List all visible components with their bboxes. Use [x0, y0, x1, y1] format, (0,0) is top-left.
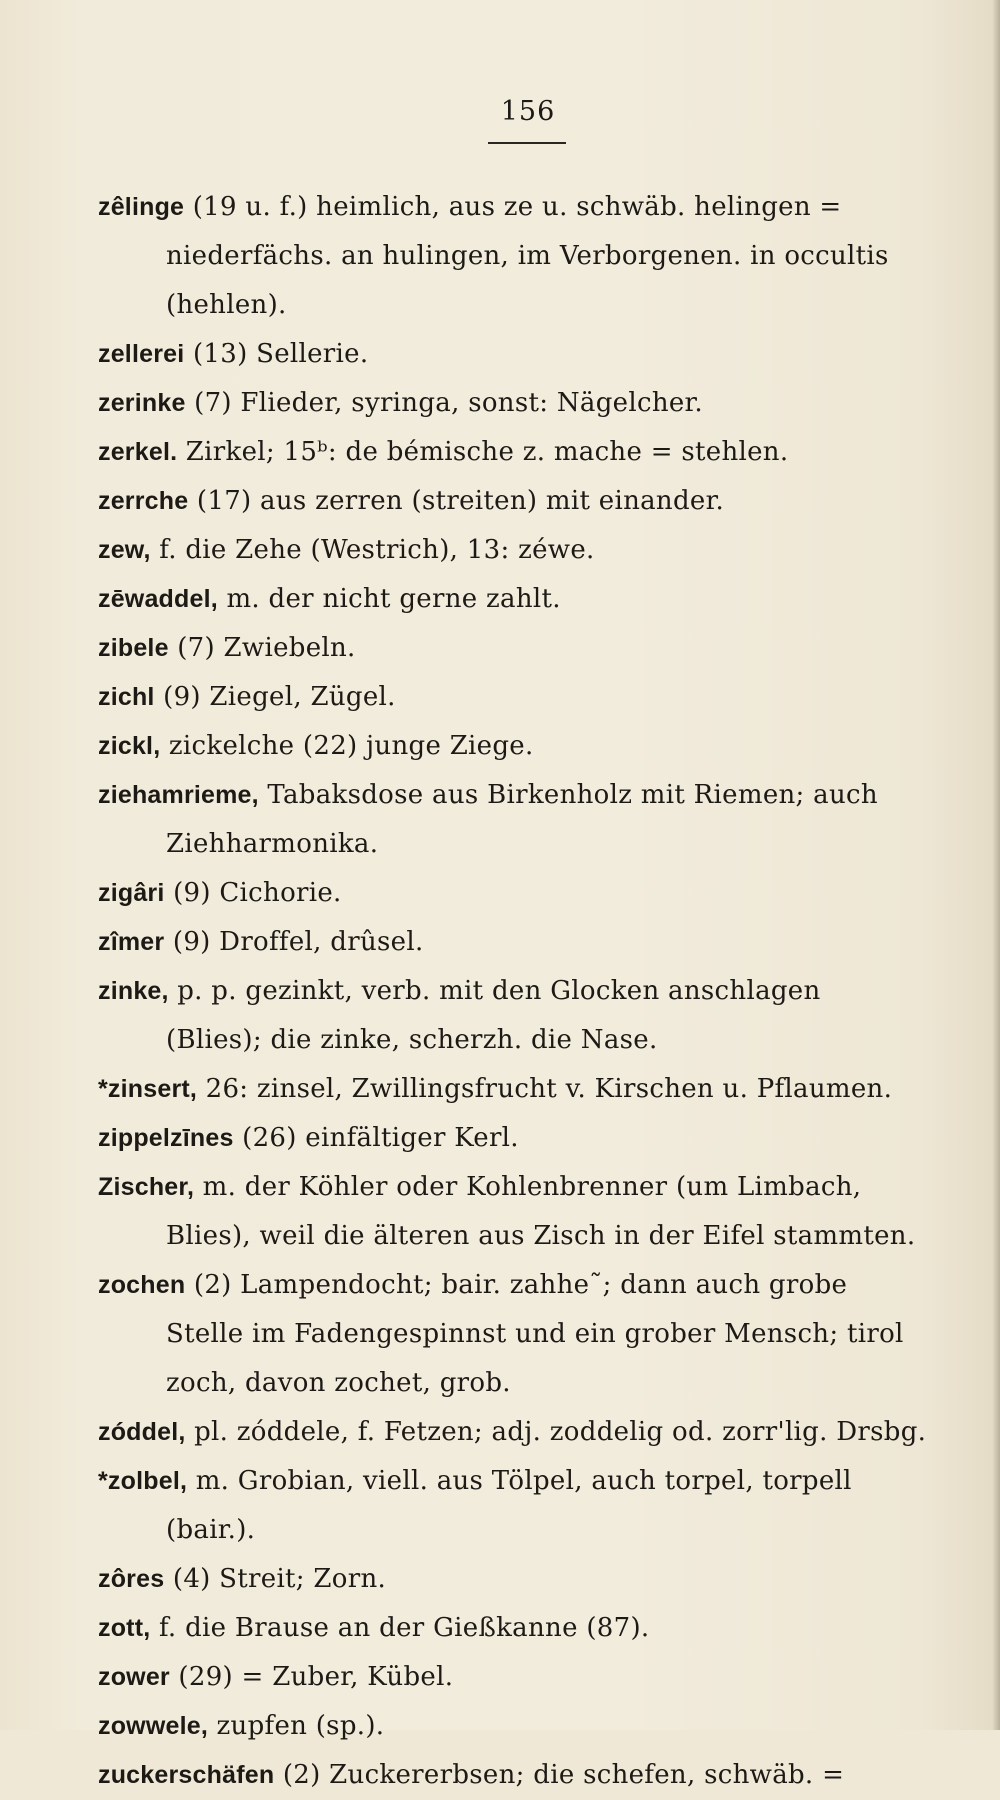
page-number-rule: [488, 142, 566, 144]
entry-continuation-line: [98, 1506, 948, 1555]
dictionary-entry: [98, 575, 948, 624]
entry-continuation-line: [98, 281, 948, 330]
entry-definition-text: zupfen (sp.).: [207, 1711, 385, 1741]
entry-headword: zibele: [98, 634, 169, 662]
entry-definition-text: (9) Cichorie.: [164, 878, 342, 908]
entry-headword: zochen: [98, 1271, 186, 1299]
dictionary-entry: [98, 183, 948, 330]
entry-definition-text: f. die Brause an der Gießkanne (87).: [150, 1613, 650, 1643]
entry-headword: Zischer,: [98, 1173, 195, 1201]
entry-first-line: [98, 526, 948, 575]
entry-definition-text: Stelle im Fadengespinnst und ein grober Mensch; tirol: [166, 1319, 904, 1349]
dictionary-entry: [98, 1604, 948, 1653]
entry-continuation-line: [98, 232, 948, 281]
entry-continuation-line: [98, 820, 948, 869]
entry-headword: zerinke: [98, 389, 186, 417]
entry-headword: zóddel,: [98, 1418, 186, 1446]
entry-headword: zowwele,: [98, 1712, 208, 1740]
dictionary-entry: [98, 918, 948, 967]
entry-headword: zichl: [98, 683, 155, 711]
dictionary-entries: [98, 183, 948, 1800]
entry-first-line: [98, 1261, 948, 1310]
entry-first-line: [98, 477, 948, 526]
entry-headword: zēwaddel,: [98, 585, 218, 613]
entry-first-line: [98, 624, 948, 673]
dictionary-entry: [98, 869, 948, 918]
entry-first-line: [98, 1065, 948, 1114]
entry-first-line: [98, 1555, 948, 1604]
entry-first-line: [98, 771, 948, 820]
entry-first-line: [98, 1408, 948, 1457]
entry-continuation-line: [98, 1212, 948, 1261]
entry-headword: zinke,: [98, 977, 169, 1005]
dictionary-entry: [98, 1163, 948, 1261]
dictionary-entry: [98, 673, 948, 722]
entry-definition-text: (Blies); die zinke, scherzh. die Nase.: [166, 1025, 658, 1055]
entry-headword: zew,: [98, 536, 151, 564]
entry-headword: *zinsert,: [98, 1075, 198, 1103]
entry-first-line: [98, 379, 948, 428]
dictionary-entry: [98, 1457, 948, 1555]
entry-headword: zickl,: [98, 732, 161, 760]
entry-first-line: [98, 1653, 948, 1702]
entry-definition-text: (19 u. f.) heimlich, aus ze u. schwäb. helingen =: [184, 192, 842, 222]
entry-definition-text: Tabaksdose aus Birkenholz mit Riemen; auch: [258, 780, 878, 810]
entry-first-line: [98, 575, 948, 624]
entry-headword: ziehamrieme,: [98, 781, 259, 809]
dictionary-entry: [98, 1261, 948, 1408]
dictionary-entry: [98, 379, 948, 428]
entry-definition-text: (7) Flieder, syringa, sonst: Nägelcher.: [185, 388, 703, 418]
dictionary-entry: [98, 1408, 948, 1457]
entry-definition-text: zickelche (22) junge Ziege.: [160, 731, 534, 761]
entry-definition-text: zoch, davon zochet, grob.: [166, 1368, 511, 1398]
entry-definition-text: Ziehharmonika.: [166, 829, 379, 859]
page-edge-shadow: [992, 0, 1000, 1730]
entry-first-line: [98, 673, 948, 722]
entry-definition-text: 26: zinsel, Zwillingsfrucht v. Kirschen u. Pflaumen.: [197, 1074, 893, 1104]
dictionary-entry: [98, 1555, 948, 1604]
entry-continuation-line: [98, 1359, 948, 1408]
entry-first-line: [98, 722, 948, 771]
entry-definition-text: (2) Lampendocht; bair. zahhe˜; dann auch grobe: [185, 1270, 848, 1300]
entry-definition-text: (13) Sellerie.: [184, 339, 369, 369]
dictionary-entry: [98, 330, 948, 379]
entry-first-line: [98, 1163, 948, 1212]
dictionary-entry: [98, 1114, 948, 1163]
dictionary-entry: [98, 624, 948, 673]
entry-continuation-line: [98, 1016, 948, 1065]
entry-continuation-line: [98, 1310, 948, 1359]
entry-first-line: [98, 967, 948, 1016]
entry-headword: zellerei: [98, 340, 185, 368]
entry-definition-text: Zirkel; 15ᵇ: de bémische z. mache = stehlen.: [177, 437, 789, 467]
entry-first-line: [98, 918, 948, 967]
entry-definition-text: niederfächs. an hulingen, im Verborgenen. in occultis: [166, 241, 889, 271]
entry-headword: zower: [98, 1663, 170, 1691]
entry-definition-text: p. p. gezinkt, verb. mit den Glocken anschlagen: [168, 976, 821, 1006]
entry-definition-text: (2) Zuckererbsen; die schefen, schwäb. =: [274, 1760, 845, 1790]
entry-headword: zerkel.: [98, 438, 178, 466]
entry-first-line: [98, 1751, 948, 1800]
entry-definition-text: (29) = Zuber, Kübel.: [169, 1662, 454, 1692]
entry-definition-text: (hehlen).: [166, 290, 287, 320]
dictionary-entry: [98, 1751, 948, 1800]
entry-definition-text: (4) Streit; Zorn.: [164, 1564, 387, 1594]
entry-definition-text: pl. zóddele, f. Fetzen; adj. zoddelig od. zorr'lig. Drsbg.: [185, 1417, 927, 1447]
entry-first-line: [98, 1604, 948, 1653]
dictionary-entry: [98, 1065, 948, 1114]
entry-definition-text: Blies), weil die älteren aus Zisch in der Eifel stammten.: [166, 1221, 916, 1251]
entry-definition-text: (17) aus zerren (streiten) mit einander.: [188, 486, 725, 516]
entry-definition-text: m. Grobian, viell. aus Tölpel, auch torpel, torpell: [187, 1466, 852, 1496]
dictionary-entry: [98, 771, 948, 869]
entry-first-line: [98, 869, 948, 918]
page-number: 156: [500, 96, 556, 127]
entry-definition-text: m. der Köhler oder Kohlenbrenner (um Limbach,: [194, 1172, 862, 1202]
entry-headword: zerrche: [98, 487, 189, 515]
entry-headword: zott,: [98, 1614, 151, 1642]
entry-headword: zîmer: [98, 928, 165, 956]
entry-headword: zêlinge: [98, 193, 185, 221]
entry-headword: zigâri: [98, 879, 165, 907]
entry-definition-text: (9) Ziegel, Zügel.: [154, 682, 396, 712]
entry-definition-text: (7) Zwiebeln.: [168, 633, 356, 663]
entry-headword: zôres: [98, 1565, 165, 1593]
entry-headword: zuckerschäfen: [98, 1761, 275, 1789]
entry-first-line: [98, 1457, 948, 1506]
entry-headword: zippelzīnes: [98, 1124, 234, 1152]
entry-definition-text: m. der nicht gerne zahlt.: [217, 584, 561, 614]
entry-definition-text: (9) Droffel, drûsel.: [164, 927, 424, 957]
dictionary-entry: [98, 1702, 948, 1751]
dictionary-entry: [98, 477, 948, 526]
dictionary-entry: [98, 428, 948, 477]
entry-definition-text: f. die Zehe (Westrich), 13: zéwe.: [150, 535, 595, 565]
entry-first-line: [98, 428, 948, 477]
dictionary-entry: [98, 722, 948, 771]
entry-first-line: [98, 1114, 948, 1163]
entry-definition-text: (bair.).: [166, 1515, 256, 1545]
dictionary-entry: [98, 526, 948, 575]
entry-headword: *zolbel,: [98, 1467, 188, 1495]
entry-first-line: [98, 1702, 948, 1751]
entry-definition-text: (26) einfältiger Kerl.: [233, 1123, 519, 1153]
entry-first-line: [98, 330, 948, 379]
dictionary-entry: [98, 1653, 948, 1702]
entry-first-line: [98, 183, 948, 232]
dictionary-entry: [98, 967, 948, 1065]
